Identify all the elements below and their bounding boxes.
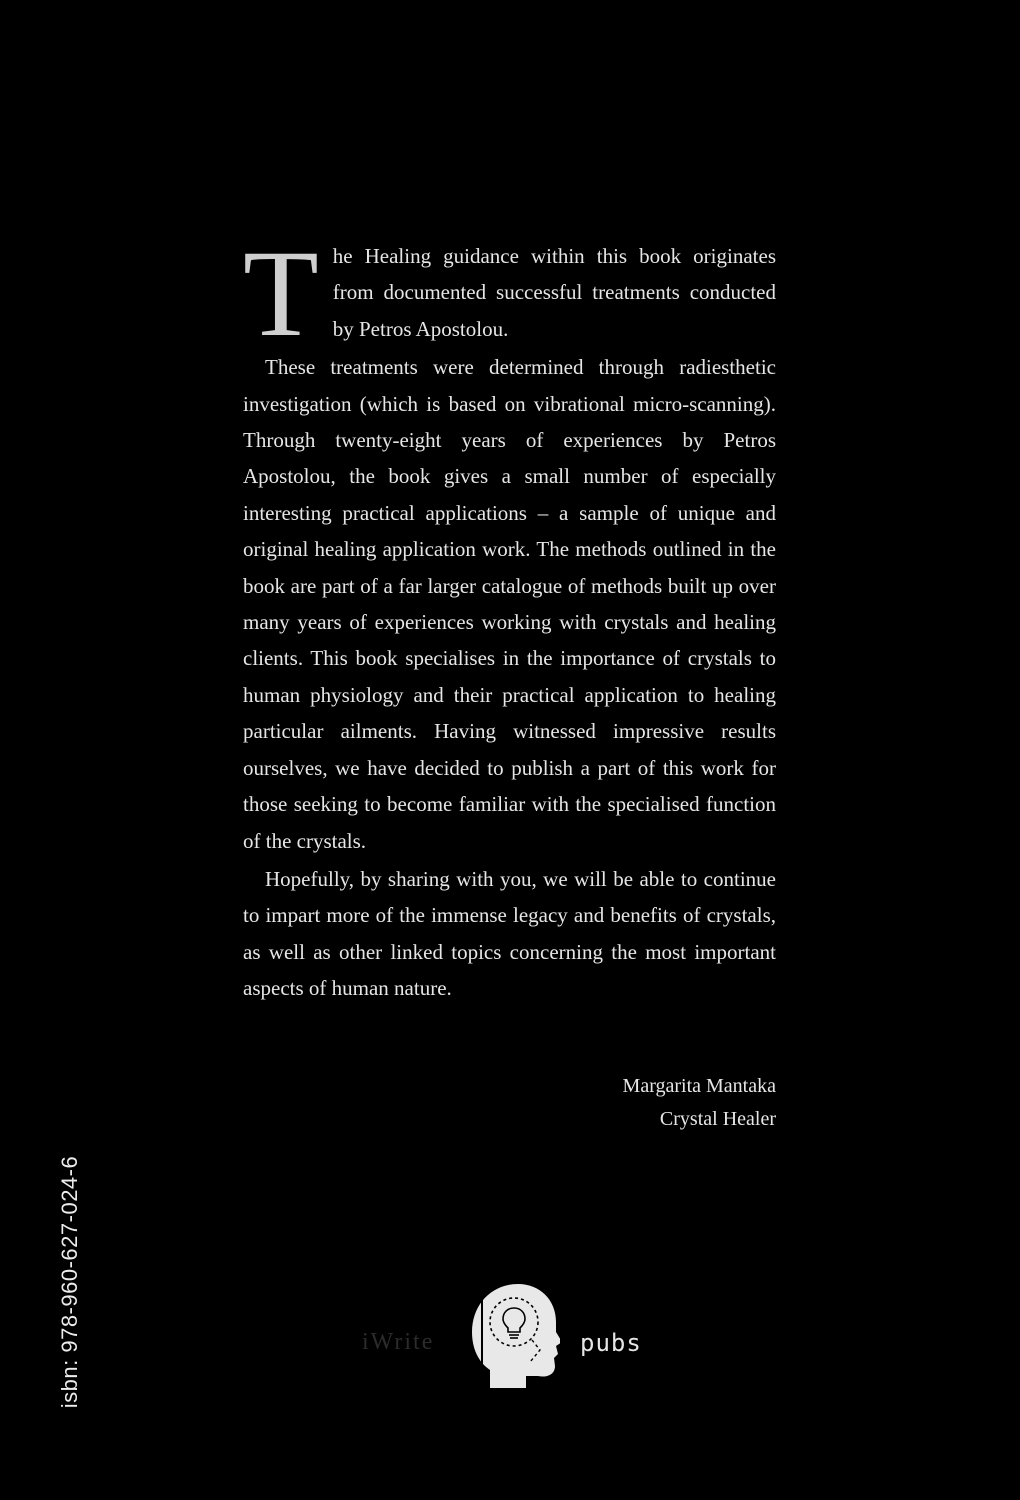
publisher-logo-left-text: iWrite <box>362 1329 435 1355</box>
paragraph-3: Hopefully, by sharing with you, we will be able to continue to impart more of the immense legacy and benefits of crystals, as well as other linked topics concerning the most important aspects of human nature. <box>243 866 776 1001</box>
back-cover-blurb <box>243 225 776 1007</box>
paragraph-1-text: he Healing guidance within this book originates from documented successful treatments conducted by Petros Apostolou. <box>332 244 776 341</box>
signature-role: Crystal Healer <box>659 1108 776 1130</box>
paragraph-1 <box>243 225 776 362</box>
signature <box>623 1070 776 1136</box>
drop-cap: T <box>243 225 319 362</box>
publisher-logo-right-text: pubs <box>580 1329 642 1357</box>
head-lightbulb-icon <box>460 1270 560 1400</box>
paragraph-2: These treatments were determined through radiesthetic investigation (which is based on vibrational micro-scanning). Through twenty-eight years of experiences by Petros Apostolou, the book gives a small number of especially interesting practical applications – a sample of unique and original healing application work. The methods outlined in the book are part of a far larger catalogue of methods built up over many years of experiences working with crystals and healing clients. This book specialises in the importance of crystals to human physiology and their practical application to healing particular ailments. Having witnessed impressive results ourselves, we have decided to publish a part of this work for those seeking to become familiar with the specialised function of the crystals. <box>243 355 776 853</box>
signature-name: Margarita Mantaka <box>622 1075 776 1097</box>
isbn-number: isbn: 978-960-627-024-6 <box>57 1155 82 1409</box>
